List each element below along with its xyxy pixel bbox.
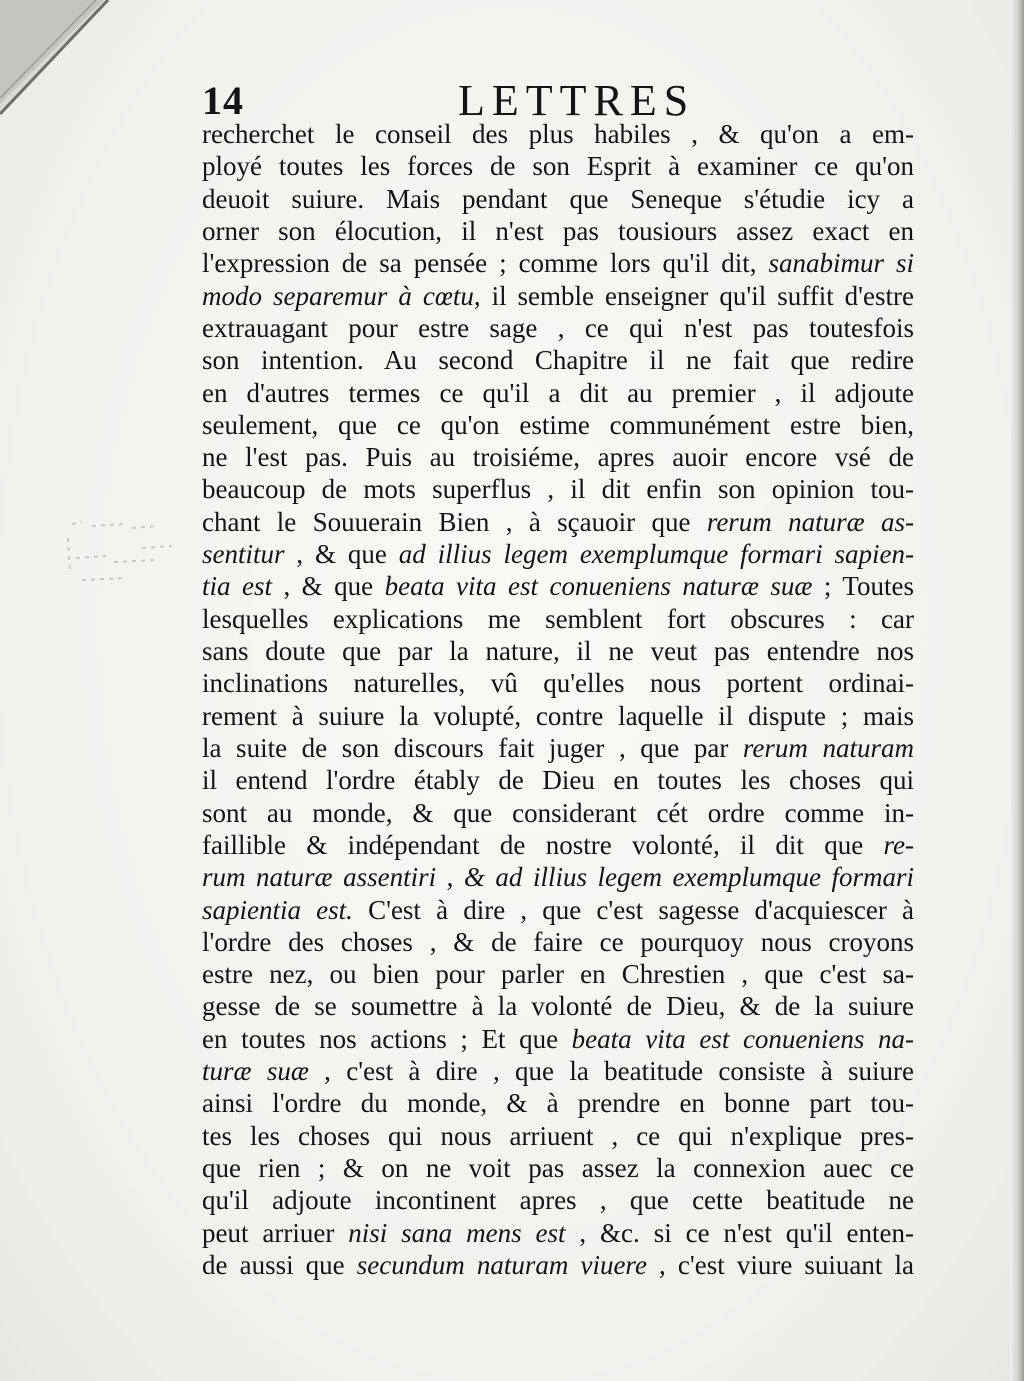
- text-run: faillible & indépendant de nostre volonté, il dit que: [202, 829, 884, 860]
- text-line: [202, 926, 914, 958]
- text-run: beaucoup de mots superflus , il dit enfin son opinion tou-: [202, 474, 914, 505]
- text-run: ,: [436, 862, 464, 893]
- text-line: [202, 150, 914, 182]
- text-run: ployé toutes les forces de son Esprit à examiner ce qu'on: [202, 151, 914, 182]
- text-line: [202, 183, 914, 215]
- text-line: [202, 473, 914, 505]
- text-line: [202, 570, 914, 602]
- text-line: [202, 1152, 914, 1184]
- text-line: [202, 1249, 914, 1281]
- text-line: [202, 861, 914, 893]
- text-run: gesse de se soumettre à la volonté de Dieu, & de la suiure: [202, 991, 914, 1022]
- text-run: inclinations naturelles, vû qu'elles nous portent ordinai-: [202, 668, 914, 699]
- text-run: qu'il adjoute incontinent apres , que cette beatitude ne: [202, 1185, 914, 1216]
- text-run: C'est à dire , que c'est sagesse d'acquiescer à: [352, 894, 914, 925]
- text-line: [202, 118, 914, 150]
- italic-latin-quote: sapientia est.: [202, 894, 353, 925]
- italic-latin-quote: ad illius legem exemplumque formari sapien-: [398, 539, 914, 570]
- text-run: , il semble enseigner qu'il suffit d'estre: [473, 280, 914, 311]
- italic-latin-quote: modo separemur à cœtu: [202, 280, 474, 311]
- text-line: [202, 797, 914, 829]
- text-line: [202, 1120, 914, 1152]
- text-line: [202, 700, 914, 732]
- text-run: de aussi que: [202, 1249, 357, 1280]
- italic-latin-quote: beata vita est conueniens naturæ suæ: [384, 571, 813, 602]
- text-run: la suite de son discours fait juger , que par: [202, 732, 743, 763]
- text-run: seulement, que ce qu'on estime communément estre bien,: [202, 409, 914, 440]
- text-run: son intention. Au second Chapitre il ne fait que redire: [202, 345, 914, 376]
- text-line: [202, 441, 914, 473]
- italic-latin-quote: sanabimur si: [768, 248, 914, 279]
- text-run: rement à suiure la volupté, contre laquelle il dispute ; mais: [202, 700, 914, 731]
- text-run: extrauagant pour estre sage , ce qui n'est pas toutesfois: [202, 312, 914, 343]
- text-line: [202, 1184, 914, 1216]
- italic-latin-quote: nisi sana mens est: [348, 1217, 566, 1248]
- text-run: recherchet le conseil des plus habiles , & qu'on a em-: [202, 119, 914, 149]
- text-line: [202, 958, 914, 990]
- text-line: [202, 1023, 914, 1055]
- text-line: [202, 990, 914, 1022]
- italic-latin-quote: secundum naturam viuere: [356, 1249, 647, 1280]
- text-line: [202, 764, 914, 796]
- text-run: que rien ; & on ne voit pas assez la connexion auec ce: [202, 1153, 914, 1183]
- text-line: [202, 506, 914, 538]
- text-line: [202, 538, 914, 570]
- text-run: lesquelles explications me semblent fort obscures : car: [202, 603, 914, 634]
- text-line: [202, 635, 914, 667]
- text-line: [202, 732, 914, 764]
- text-line: [202, 247, 914, 279]
- text-line: [202, 1217, 914, 1249]
- text-line: [202, 1087, 914, 1119]
- text-run: , c'est viure suiuant la: [646, 1249, 914, 1280]
- text-run: en d'autres termes ce qu'il a dit au premier , il adjoute: [202, 377, 914, 408]
- text-run: il entend l'ordre étably de Dieu en toutes les choses qui: [202, 765, 914, 796]
- body-text: [202, 118, 914, 1281]
- text-line: [202, 1055, 914, 1087]
- text-run: , & que: [271, 571, 385, 602]
- text-line: [202, 280, 914, 312]
- text-run: peut arriuer: [202, 1217, 349, 1248]
- text-run: orner son élocution, il n'est pas tousiours assez exact en: [202, 215, 914, 246]
- italic-latin-quote: re-: [883, 829, 914, 860]
- italic-latin-quote: rerum naturam: [742, 732, 914, 763]
- library-stamp: [62, 518, 182, 592]
- text-line: [202, 344, 914, 376]
- text-run: , &c. si ce n'est qu'il enten-: [565, 1217, 914, 1248]
- text-run: ne l'est pas. Puis au troisiéme, apres auoir encore vsé de: [202, 442, 914, 473]
- text-line: [202, 603, 914, 635]
- italic-latin-quote: rum naturæ assentiri: [202, 862, 437, 893]
- text-run: l'ordre des choses , & de faire ce pourquoy nous croyons: [202, 926, 914, 957]
- text-run: tes les choses qui nous arriuent , ce qui n'explique pres-: [202, 1120, 914, 1151]
- text-run: , c'est à dire , que la beatitude consiste à suiure: [308, 1056, 914, 1087]
- text-run: estre nez, ou bien pour parler en Chrestien , que c'est sa-: [202, 959, 914, 990]
- italic-latin-quote: beata vita est conueniens na-: [571, 1023, 914, 1054]
- text-run: en toutes nos actions ; Et que: [202, 1023, 572, 1054]
- page-number: 14: [202, 78, 244, 123]
- text-line: [202, 312, 914, 344]
- text-line: [202, 377, 914, 409]
- text-line: [202, 409, 914, 441]
- running-title: LETTRES: [458, 76, 696, 125]
- italic-latin-quote: turæ suæ: [202, 1056, 309, 1087]
- italic-latin-quote: tia est: [202, 571, 272, 602]
- italic-latin-quote: sentitur: [202, 539, 285, 570]
- text-run: chant le Souuerain Bien , à sçauoir que: [202, 506, 707, 537]
- italic-latin-quote: & ad illius legem exemplumque formari: [463, 862, 914, 893]
- text-run: ; Toutes: [812, 571, 914, 602]
- text-line: [202, 215, 914, 247]
- text-line: [202, 667, 914, 699]
- text-run: l'expression de sa pensée ; comme lors qu'il dit,: [202, 248, 769, 279]
- text-run: sans doute que par la nature, il ne veut pas entendre nos: [202, 636, 914, 666]
- text-run: deuoit suiure. Mais pendant que Seneque s'étudie icy a: [202, 183, 914, 214]
- text-run: sont au monde, & que considerant cét ordre comme in-: [202, 797, 914, 828]
- text-line: [202, 894, 914, 926]
- text-run: ainsi l'ordre du monde, & à prendre en bonne part tou-: [202, 1088, 914, 1119]
- italic-latin-quote: rerum naturæ as-: [706, 506, 914, 537]
- text-line: [202, 829, 914, 861]
- page-right-edge-shadow: [1010, 0, 1024, 1381]
- text-run: , & que: [284, 539, 399, 570]
